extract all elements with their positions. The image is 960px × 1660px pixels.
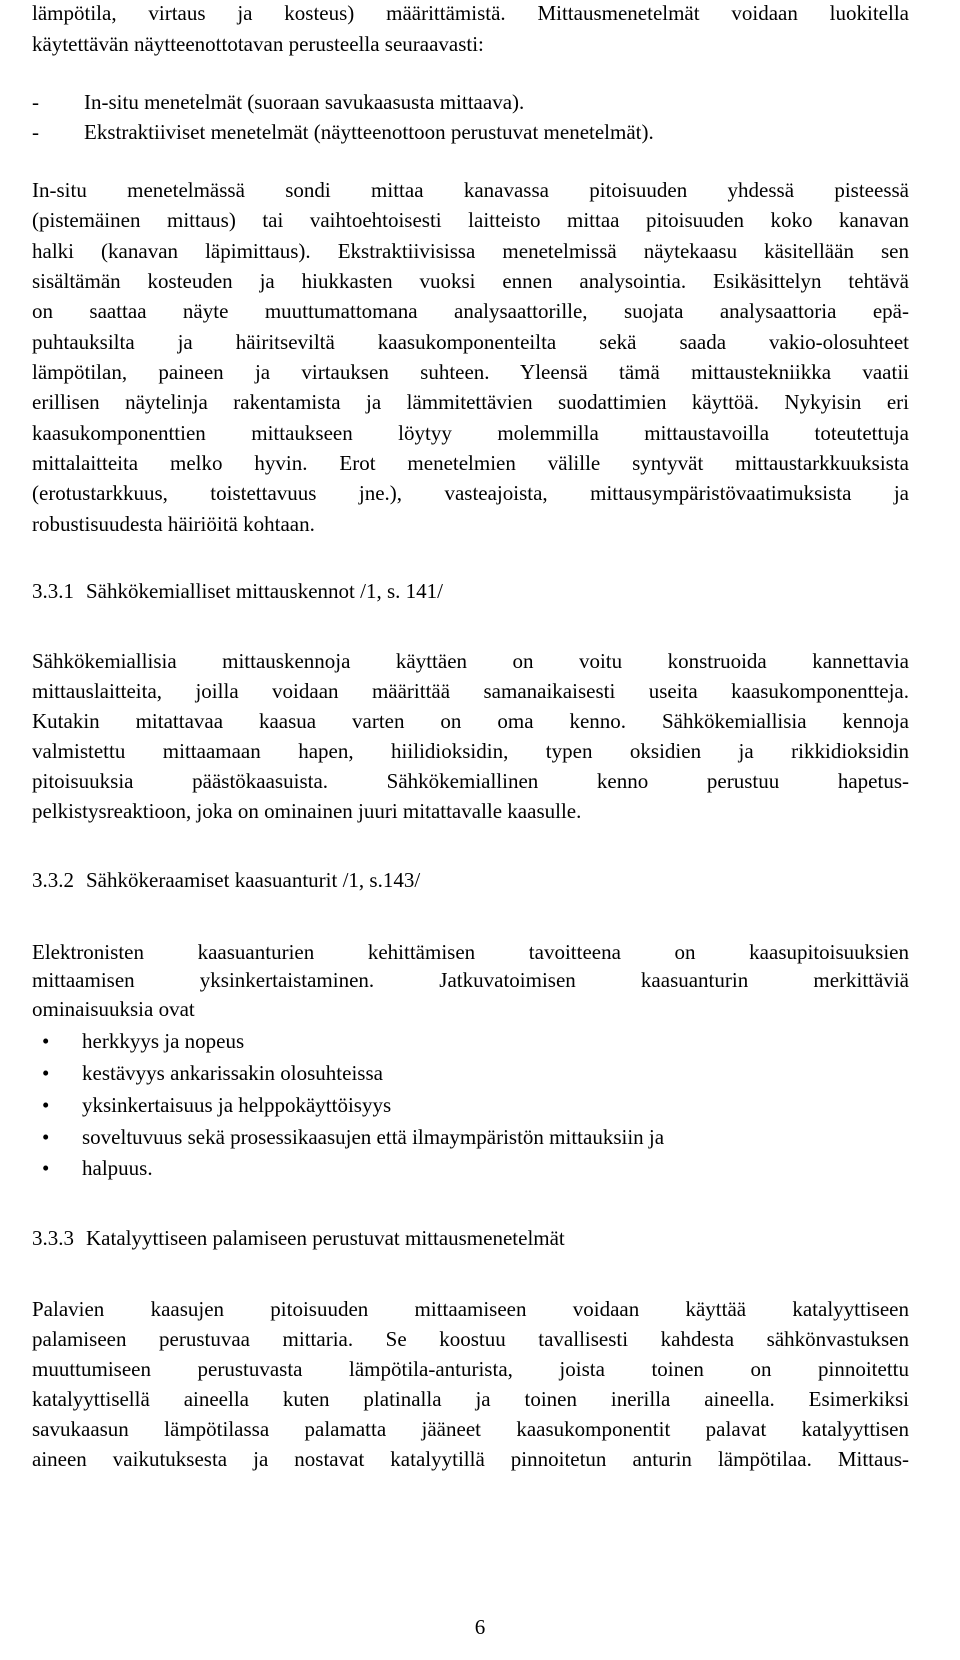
- bullet-item: [32, 1060, 383, 1086]
- dash-marker: -: [32, 90, 39, 114]
- list-item: [32, 89, 524, 115]
- bullet-icon: •: [42, 1093, 50, 1117]
- bullet-item: [32, 1124, 664, 1150]
- paragraph-line: sisältämän kosteuden ja hiukkasten vuoksi ennen analysointia. Esikäsittelyn tehtävä: [32, 269, 909, 293]
- section-title: Sähkökeraamiset kaasuanturit /1, s.143/: [86, 868, 421, 892]
- paragraph-line: palamiseen perustuvaa mittaria. Se koostuu tavallisesti kahdesta sähkönvastuksen: [32, 1327, 909, 1351]
- bullet-text: herkkyys ja nopeus: [82, 1029, 245, 1053]
- paragraph-line: In-situ menetelmässä sondi mittaa kanavassa pitoisuuden yhdessä pisteessä: [32, 178, 909, 202]
- paragraph-line: puhtauksilta ja häiritseviltä kaasukomponenteilta sekä saada vakio-olosuhteet: [32, 330, 909, 354]
- section-title: Sähkökemialliset mittauskennot /1, s. 141/: [86, 579, 443, 603]
- paragraph-line: Kutakin mitattavaa kaasua varten on oma kenno. Sähkökemiallisia kennoja: [32, 709, 909, 733]
- paragraph-line: (erotustarkkuus, toistettavuus jne.), vasteajoista, mittausympäristövaatimuksista ja: [32, 481, 909, 505]
- paragraph-line: pitoisuuksia päästökaasuista. Sähkökemiallinen kenno perustuu hapetus-: [32, 769, 909, 793]
- bullet-item: [32, 1155, 153, 1181]
- bullet-text: kestävyys ankarissakin olosuhteissa: [82, 1061, 383, 1085]
- paragraph-line: valmistettu mittaamaan hapen, hiilidioksidin, typen oksidien ja rikkidioksidin: [32, 739, 909, 763]
- intro-line: lämpötila, virtaus ja kosteus) määrittämistä. Mittausmenetelmät voidaan luokitella: [32, 1, 909, 25]
- paragraph-line: aineen vaikutuksesta ja nostavat katalyytillä pinnoitetun anturin lämpötilaa. Mittaus-: [32, 1447, 909, 1471]
- bullet-item: [32, 1092, 391, 1118]
- paragraph-line: mittalaitteita melko hyvin. Erot menetelmien välille syntyvät mittaustarkkuuksista: [32, 451, 909, 475]
- paragraph-line: muuttumiseen perustuvasta lämpötila-anturista, joista toinen on pinnoitettu: [32, 1357, 909, 1381]
- bullet-icon: •: [42, 1061, 50, 1085]
- list-item-text: In-situ menetelmät (suoraan savukaasusta mittaava).: [84, 90, 525, 114]
- dash-marker: -: [32, 120, 39, 144]
- paragraph-line: on saattaa näyte muuttumattomana analysaattorille, suojata analysaattoria epä-: [32, 299, 909, 323]
- list-item-text: Ekstraktiiviset menetelmät (näytteenottoon perustuvat menetelmät).: [84, 120, 654, 144]
- paragraph-line: (pistemäinen mittaus) tai vaihtoehtoisesti laitteisto mittaa pitoisuuden koko kanavan: [32, 208, 909, 232]
- paragraph-line: Elektronisten kaasuanturien kehittämisen tavoitteena on kaasupitoisuuksien: [32, 940, 909, 964]
- paragraph-line: lämpötilan, paineen ja virtauksen suhteen. Yleensä tämä mittaustekniikka vaatii: [32, 360, 909, 384]
- paragraph-line: halki (kanavan läpimittaus). Ekstraktiivisissa menetelmissä näytekaasu käsitellään sen: [32, 239, 909, 263]
- intro-line: käytettävän näytteenottotavan perusteella seuraavasti:: [32, 32, 484, 56]
- section-heading: [32, 1225, 565, 1251]
- section-number: 3.3.2: [32, 868, 74, 892]
- paragraph-line: Sähkökemiallisia mittauskennoja käyttäen on voitu konstruoida kannettavia: [32, 649, 909, 673]
- page-number: 6: [474, 1615, 486, 1639]
- paragraph-line: Palavien kaasujen pitoisuuden mittaamiseen voidaan käyttää katalyyttiseen: [32, 1297, 909, 1321]
- section-number: 3.3.1: [32, 579, 74, 603]
- section-title: Katalyyttiseen palamiseen perustuvat mittausmenetelmät: [86, 1226, 565, 1250]
- paragraph-line: katalyyttisellä aineella kuten platinalla ja toinen inerilla aineella. Esimerkiksi: [32, 1387, 909, 1411]
- bullet-text: yksinkertaisuus ja helppokäyttöisyys: [82, 1093, 392, 1117]
- section-number: 3.3.3: [32, 1226, 74, 1250]
- paragraph-line: erillisen näytelinja rakentamista ja lämmitettävien suodattimien käyttöä. Nykyisin eri: [32, 390, 909, 414]
- bullet-icon: •: [42, 1029, 50, 1053]
- bullet-icon: •: [42, 1156, 50, 1180]
- section-heading: [32, 578, 443, 604]
- bullet-icon: •: [42, 1125, 50, 1149]
- paragraph-line: mittauslaitteita, joilla voidaan määrittää samanaikaisesti useita kaasukomponentteja.: [32, 679, 909, 703]
- paragraph-line: mittaamisen yksinkertaistaminen. Jatkuvatoimisen kaasuanturin merkittäviä: [32, 968, 909, 992]
- bullet-text: halpuus.: [82, 1156, 153, 1180]
- bullet-item: [32, 1028, 244, 1054]
- paragraph-line: robustisuudesta häiriöitä kohtaan.: [32, 512, 315, 536]
- list-item: [32, 119, 654, 145]
- paragraph-line: savukaasun lämpötilassa palamatta jääneet kaasukomponentit palavat katalyyttisen: [32, 1417, 909, 1441]
- paragraph-line: kaasukomponenttien mittaukseen löytyy molemmilla mittaustavoilla toteutettuja: [32, 421, 909, 445]
- bullet-text: soveltuvuus sekä prosessikaasujen että ilmaympäristön mittauksiin ja: [82, 1125, 665, 1149]
- section-heading: [32, 867, 420, 893]
- paragraph-line: pelkistysreaktioon, joka on ominainen juuri mitattavalle kaasulle.: [32, 799, 582, 823]
- paragraph-line: ominaisuuksia ovat: [32, 997, 195, 1021]
